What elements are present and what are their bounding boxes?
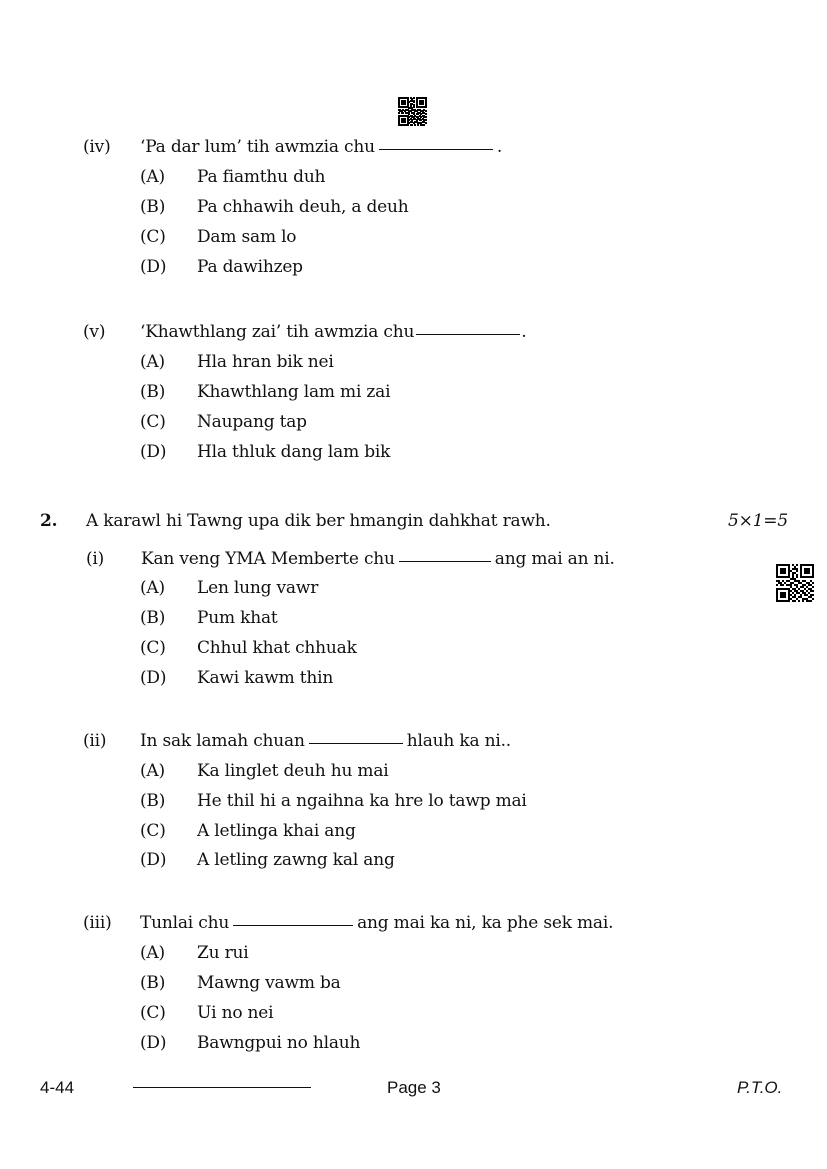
question-stem-end: ang mai an ni.	[494, 549, 615, 569]
qr-module	[402, 112, 404, 114]
option-text: Pa fiamthu duh	[197, 167, 326, 187]
header-qr-code	[398, 97, 426, 125]
qr-module	[794, 600, 796, 602]
option-label: (D)	[140, 442, 167, 462]
qr-module	[796, 570, 798, 572]
qr-module	[423, 124, 425, 126]
option-text: Hla hran bik nei	[197, 352, 334, 372]
question-stem-end: hlauh ka ni..	[406, 731, 511, 751]
option-text: Ui no nei	[197, 1003, 274, 1023]
question-text	[140, 731, 511, 751]
question-text	[141, 549, 615, 569]
option-label: (C)	[140, 227, 166, 247]
qr-module	[784, 572, 786, 574]
section-instruction: A karawl hi Tawng upa dik ber hmangin dahkhat rawh.	[86, 511, 551, 531]
question-number: (iii)	[83, 913, 112, 933]
qr-module	[398, 112, 400, 114]
option-text: Pa dawihzep	[197, 257, 303, 277]
option-text: A letlinga khai ang	[197, 821, 356, 841]
option-label: (A)	[140, 352, 165, 372]
question-text	[140, 913, 613, 933]
option-text: Dam sam lo	[197, 227, 297, 247]
question-text	[140, 322, 526, 342]
answer-blank	[309, 743, 403, 744]
option-label: (D)	[140, 1033, 167, 1053]
question-number: (ii)	[83, 731, 107, 751]
qr-module	[404, 121, 406, 123]
side-qr-code	[776, 564, 814, 602]
option-text: Naupang tap	[197, 412, 307, 432]
qr-module	[407, 124, 409, 126]
qr-module	[812, 586, 814, 588]
option-text: A letling zawng kal ang	[197, 850, 395, 870]
page-number: Page 3	[387, 1078, 441, 1097]
qr-module	[810, 600, 812, 602]
qr-module	[411, 124, 413, 126]
question-stem: ‘Pa dar lum’ tih awmzia chu	[140, 137, 375, 157]
answer-blank	[379, 149, 493, 150]
option-text: Ka linglet deuh hu mai	[197, 761, 389, 781]
qr-module	[417, 124, 419, 126]
qr-module	[414, 124, 416, 126]
option-label: (C)	[140, 1003, 166, 1023]
qr-module	[802, 600, 804, 602]
qr-module	[812, 590, 814, 592]
option-text: Pa chhawih deuh, a deuh	[197, 197, 409, 217]
option-label: (B)	[140, 608, 166, 628]
question-stem: Kan veng YMA Memberte chu	[141, 549, 395, 569]
option-label: (A)	[140, 761, 165, 781]
qr-module	[812, 582, 814, 584]
section-number: 2.	[40, 511, 58, 531]
qr-module	[796, 576, 798, 578]
qr-module	[784, 596, 786, 598]
please-turn-over: P.T.O.	[737, 1078, 783, 1097]
answer-blank	[233, 925, 353, 926]
qr-module	[812, 594, 814, 596]
option-label: (A)	[140, 167, 165, 187]
qr-module	[425, 116, 427, 118]
option-text: He thil hi a ngaihna ka hre lo tawp mai	[197, 791, 527, 811]
qr-module	[812, 576, 814, 578]
question-stem-end: ang mai ka ni, ka phe sek mai.	[357, 913, 614, 933]
option-text: Zu rui	[197, 943, 249, 963]
option-label: (D)	[140, 668, 167, 688]
section-marks: 5×1=5	[728, 511, 788, 531]
option-label: (C)	[140, 412, 166, 432]
option-text: Hla thluk dang lam bik	[197, 442, 391, 462]
qr-module	[796, 564, 798, 566]
option-text: Chhul khat chhuak	[197, 638, 357, 658]
option-label: (B)	[140, 791, 166, 811]
answer-blank	[416, 334, 520, 335]
qr-module	[404, 103, 406, 105]
qr-module	[425, 106, 427, 108]
question-text	[140, 137, 502, 157]
question-number: (i)	[86, 549, 105, 569]
question-stem: Tunlai chu	[140, 913, 230, 933]
answer-blank	[399, 561, 491, 562]
option-label: (D)	[140, 850, 167, 870]
question-stem: In sak lamah chuan	[140, 731, 305, 751]
option-label: (A)	[140, 943, 165, 963]
option-label: (B)	[140, 197, 166, 217]
question-stem: ‘Khawthlang zai’ tih awmzia chu	[140, 322, 415, 342]
question-stem-end: .	[496, 137, 503, 157]
qr-module	[776, 584, 778, 586]
option-text: Pum khat	[197, 608, 278, 628]
option-label: (A)	[140, 578, 165, 598]
option-text: Mawng vawm ba	[197, 973, 341, 993]
question-stem-end: .	[521, 322, 527, 342]
qr-module	[788, 600, 790, 602]
option-text: Khawthlang lam mi zai	[197, 382, 391, 402]
option-label: (D)	[140, 257, 167, 277]
option-label: (C)	[140, 638, 166, 658]
option-label: (B)	[140, 973, 166, 993]
option-label: (B)	[140, 382, 166, 402]
qr-module	[782, 584, 784, 586]
qr-module	[808, 572, 810, 574]
footer-rule	[133, 1087, 311, 1088]
qr-module	[812, 598, 814, 600]
option-label: (C)	[140, 821, 166, 841]
question-number: (v)	[83, 322, 106, 342]
qr-module	[798, 600, 800, 602]
option-text: Len lung vawr	[197, 578, 319, 598]
option-text: Bawngpui no hlauh	[197, 1033, 361, 1053]
question-number: (iv)	[83, 137, 111, 157]
qr-module	[422, 103, 424, 105]
paper-code: 4-44	[40, 1078, 75, 1097]
option-text: Kawi kawm thin	[197, 668, 334, 688]
